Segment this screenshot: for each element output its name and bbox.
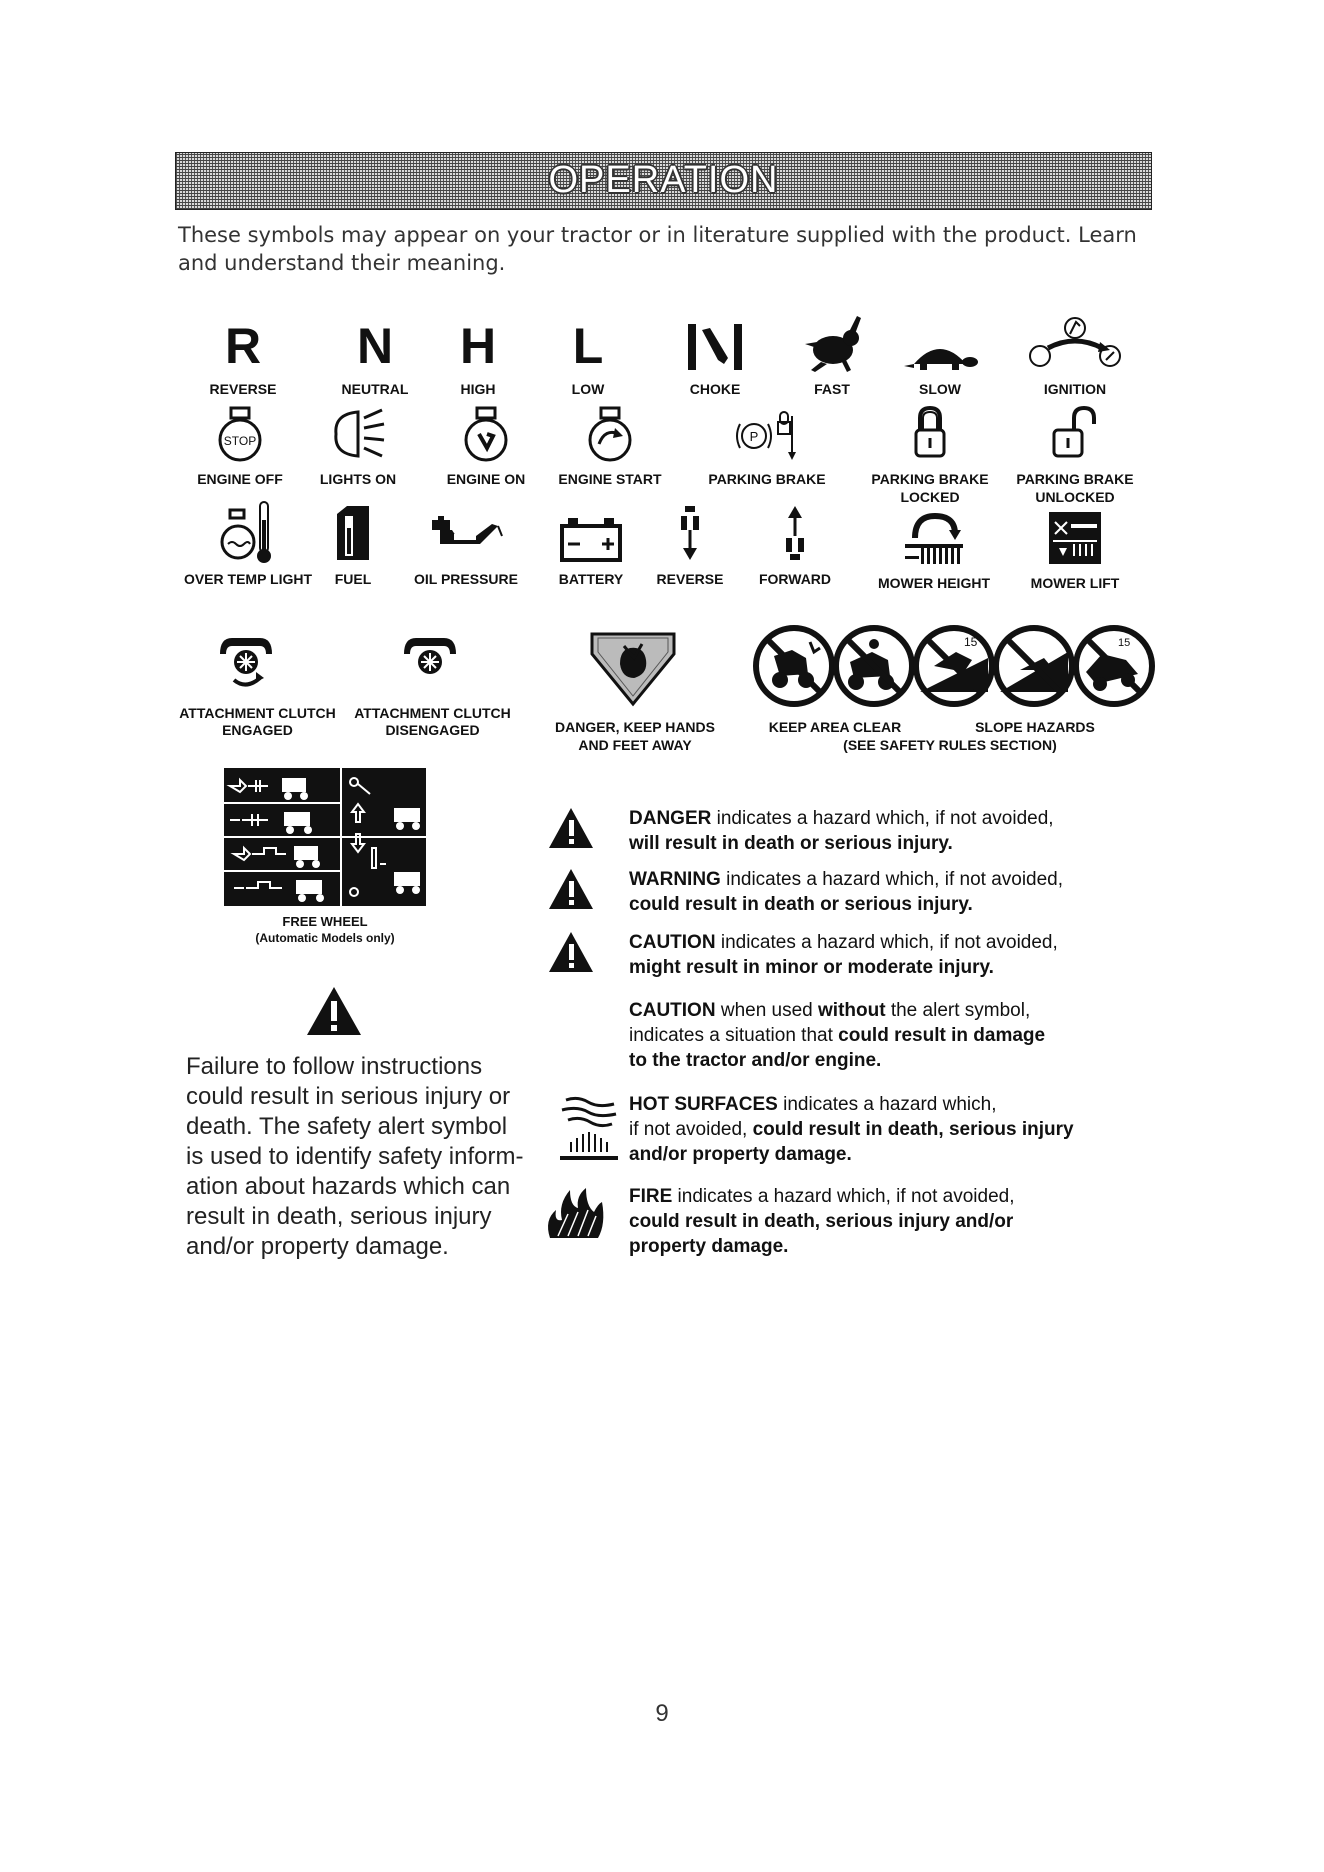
danger-alert-icon — [548, 807, 594, 849]
caution-paragraph: CAUTION indicates a hazard which, if not avoided, might result in minor or moderate injury. — [629, 932, 1058, 978]
fire-paragraph: FIRE indicates a hazard which, if not avoided, could result in death, serious injury and/or property damage. — [629, 1186, 1015, 1257]
turtle-icon — [900, 334, 980, 374]
failure-line: is used to identify safety inform- — [186, 1143, 524, 1170]
symbol-engine-on — [416, 400, 556, 488]
caution-alert-icon — [548, 931, 594, 973]
caution-no-symbol-paragraph: CAUTION when used without the alert symbol, indicates a situation that could result in damage to the tractor and/or engine. — [629, 1000, 1046, 1071]
clutch-engaged-icon — [216, 632, 276, 694]
symbol-label: ENGINE START — [558, 471, 662, 487]
slope-hazards-label: SLOPE HAZARDS — [975, 719, 1095, 735]
free-wheel-title: FREE WHEEL — [282, 914, 368, 929]
symbol-label: NEUTRAL — [341, 381, 409, 397]
symbol-label: IGNITION — [1043, 381, 1107, 397]
failure-line: ation about hazards which can — [186, 1173, 511, 1200]
symbol-label: BATTERY — [558, 571, 624, 587]
lights-on-icon — [328, 404, 388, 464]
symbol-lights-on — [288, 400, 428, 488]
failure-line: Failure to follow instructions — [186, 1053, 483, 1080]
hot-surfaces-paragraph: HOT SURFACES indicates a hazard which, if not avoided, could result in death, serious injury and/or property damage. — [629, 1094, 1074, 1165]
symbol-reverse — [173, 310, 313, 398]
forward-arrow-icon — [780, 502, 810, 564]
failure-text — [186, 1052, 531, 1262]
fuel-icon — [333, 502, 373, 564]
symbol-label: LIGHTS ON — [319, 471, 397, 487]
symbol-slow — [870, 310, 1010, 398]
stop-text: STOP — [223, 434, 257, 448]
caution-consequence: might result in minor or moderate injury. — [629, 957, 994, 978]
reverse-arrow-icon — [675, 502, 705, 564]
symbol-label: FORWARD — [758, 571, 832, 587]
failure-line: death. The safety alert symbol — [186, 1113, 508, 1140]
engine-start-icon — [585, 404, 635, 464]
danger-hands-label-2: AND FEET AWAY — [578, 737, 692, 753]
danger-hands-label-1: DANGER, KEEP HANDS — [555, 719, 715, 735]
symbol-parking-brake-locked — [860, 400, 1000, 506]
symbol-mower-height — [864, 504, 1004, 592]
safety-alert-icon — [305, 985, 363, 1037]
caution-word: CAUTION — [629, 932, 716, 953]
low-letter: L — [572, 318, 604, 374]
symbol-label: FAST — [814, 381, 850, 397]
symbol-label: REVERSE — [209, 381, 277, 397]
hot-surface-icon — [558, 1092, 620, 1162]
rabbit-icon — [797, 314, 867, 374]
battery-icon — [556, 514, 626, 564]
failure-line: result in death, serious injury — [186, 1203, 492, 1230]
symbol-ignition — [1005, 310, 1145, 398]
oil-can-icon — [426, 514, 506, 564]
symbol-label: HIGH — [460, 381, 496, 397]
warning-paragraph: WARNING indicates a hazard which, if not avoided, could result in death or serious injury. — [629, 869, 1064, 915]
symbol-label: PARKING BRAKE UNLOCKED — [1016, 471, 1134, 505]
symbol-mower-lift — [1005, 504, 1145, 592]
clutch-disengaged-icon — [400, 632, 460, 676]
mower-lift-icon — [1045, 508, 1105, 568]
engine-on-icon — [461, 404, 511, 464]
mower-height-icon — [899, 508, 969, 568]
danger-paragraph: DANGER indicates a hazard which, if not avoided, will result in death or serious injury. — [629, 808, 1054, 854]
prohibition-icons-strip — [750, 622, 1155, 712]
fire-word: FIRE — [629, 1186, 673, 1207]
symbol-label: LOW — [571, 381, 605, 397]
choke-icon — [680, 320, 750, 374]
clutch-disengaged-label: ATTACHMENT CLUTCH DISENGAGED — [354, 705, 511, 738]
keep-area-clear-icon-2 — [836, 628, 912, 704]
symbol-label: SLOW — [919, 381, 961, 397]
fire-icon — [542, 1184, 608, 1240]
symbol-label: PARKING BRAKE — [708, 471, 826, 487]
symbol-label: OIL PRESSURE — [414, 571, 518, 587]
over-temp-icon — [218, 498, 278, 564]
ignition-key-icon — [1020, 314, 1130, 374]
reverse-letter: R — [224, 318, 262, 374]
symbol-forward-direction — [725, 500, 865, 588]
symbol-label: MOWER HEIGHT — [878, 575, 990, 591]
hand-danger-icon — [590, 630, 676, 708]
symbol-label: MOWER LIFT — [1030, 575, 1120, 591]
failure-line: and/or property damage. — [186, 1233, 449, 1260]
clutch-engaged-label: ATTACHMENT CLUTCH ENGAGED — [179, 705, 336, 738]
symbol-low — [518, 310, 658, 398]
page-number: 9 — [655, 1700, 669, 1727]
symbol-label: PARKING BRAKE LOCKED — [871, 471, 989, 505]
failure-line: could result in serious injury or — [186, 1083, 511, 1110]
section-title: OPERATION — [548, 159, 779, 201]
symbol-label: ENGINE OFF — [197, 471, 283, 487]
section-banner — [175, 152, 1152, 210]
svg-text:15: 15 — [1118, 637, 1131, 649]
symbol-label: FUEL — [334, 571, 372, 587]
intro-line: These symbols may appear on your tractor or in literature supplied with the product. Learn and understand their meaning. — [178, 223, 1137, 275]
symbol-engine-start — [540, 400, 680, 488]
slope-hazard-icon-1 — [916, 628, 992, 704]
symbol-parking-brake-unlocked — [1005, 400, 1145, 506]
symbol-label: CHOKE — [689, 381, 741, 397]
danger-consequence: will result in death or serious injury. — [629, 833, 953, 854]
slope-hazard-icon-3 — [1076, 628, 1152, 704]
keep-area-clear-icon-1 — [756, 628, 832, 704]
symbol-label: OVER TEMP LIGHT — [183, 571, 313, 587]
warning-consequence: could result in death or serious injury. — [629, 894, 973, 915]
engine-off-icon — [215, 404, 265, 464]
free-wheel-diagram — [224, 768, 426, 906]
see-safety-rules-label: (SEE SAFETY RULES SECTION) — [843, 737, 1057, 753]
danger-word: DANGER — [629, 808, 712, 829]
symbol-oil-pressure — [396, 500, 536, 588]
keep-area-clear-label: KEEP AREA CLEAR — [768, 719, 902, 735]
p-text: P — [749, 429, 759, 444]
parking-brake-icon — [732, 404, 802, 464]
intro-text — [178, 221, 1158, 277]
symbol-label: ENGINE ON — [446, 471, 526, 487]
lock-locked-icon — [910, 404, 950, 464]
symbol-label: REVERSE — [656, 571, 724, 587]
high-letter: H — [459, 318, 497, 374]
slope-hazard-icon-2 — [996, 628, 1072, 704]
neutral-letter: N — [356, 318, 394, 374]
warning-word: WARNING — [629, 869, 721, 890]
hot-surfaces-word: HOT SURFACES — [629, 1094, 778, 1115]
slope-degree-text: 15 — [964, 635, 978, 649]
lock-unlocked-icon — [1050, 404, 1100, 464]
free-wheel-subtitle: (Automatic Models only) — [255, 931, 395, 945]
warning-alert-icon — [548, 868, 594, 910]
symbol-parking-brake — [697, 400, 837, 488]
